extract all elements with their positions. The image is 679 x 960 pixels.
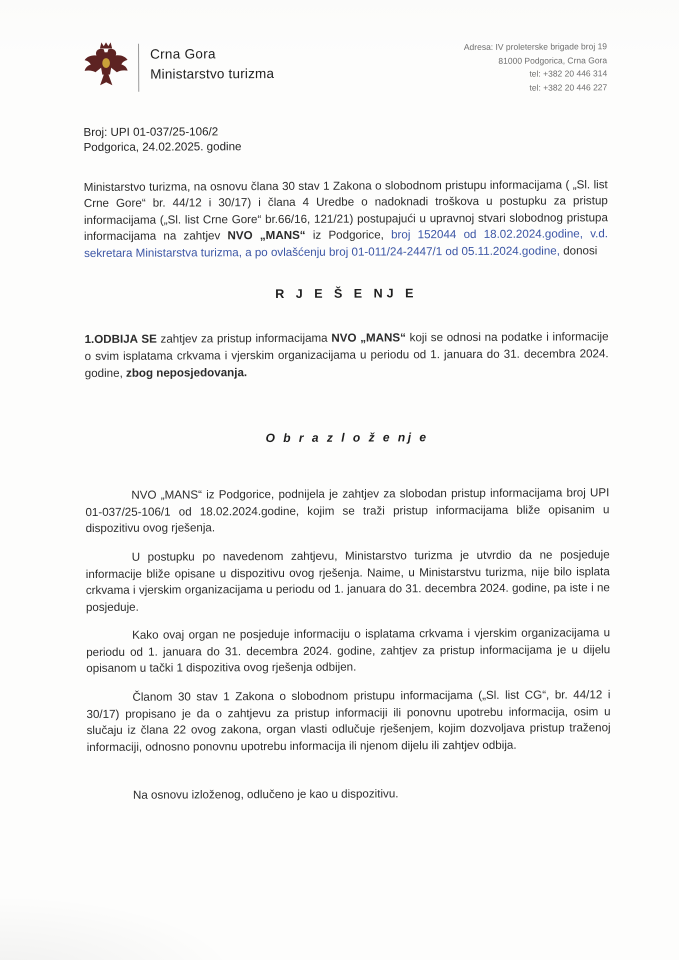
document-number: Broj: UPI 01-037/25-106/2 xyxy=(83,125,219,139)
reasoning-paragraph-2: U postupku po navedenom zahtjevu, Ministarstvo turizma je utvrdio da ne posjeduje informacije bliže opisane u dispozitivu ovog rješenja. Naime, u Ministarstvu turizma, nije bilo isplata crkvama i vjerskim organizacijama u periodu od 1. januara do 31. decembra 2024. godine, pa iste i ne posjeduje. xyxy=(85,548,610,614)
letterhead-divider xyxy=(138,44,139,92)
reasoning-title: O b r a z l o ž e nj e xyxy=(265,430,429,446)
address-block xyxy=(464,39,607,95)
ministry-name: Ministarstvo turizma xyxy=(150,65,275,82)
org-block xyxy=(150,41,274,84)
coat-of-arms-icon xyxy=(83,40,129,99)
reasoning-paragraph-3: Kako ovaj organ ne posjeduje informaciju o isplatama crkvama i vjerskim organizacijama u periodu od 1. januara do 31. decembra 2024. godine, zahtjev za pristup informacijama je u dijelu opisanom u tački 1 dispozitiva ovog rješenja odbijen. xyxy=(86,626,611,676)
document-content xyxy=(83,39,611,817)
letterhead xyxy=(83,39,607,99)
phone-line-2: tel: +382 20 446 227 xyxy=(529,82,608,93)
document-place-date: Podgorica, 24.02.2025. godine xyxy=(83,140,242,155)
document-meta xyxy=(83,122,607,155)
address-line-street: Adresa: IV proleterske brigade broj 19 xyxy=(463,41,608,53)
address-line-city: 81000 Podgorica, Crna Gora xyxy=(498,54,608,66)
phone-line-1: tel: +382 20 446 314 xyxy=(529,68,608,79)
closing-paragraph: Na osnovu izloženog, odlučeno je kao u dispozitivu. xyxy=(132,787,399,803)
intro-paragraph: Ministarstvo turizma, na osnovu člana 30 stav 1 Zakona o slobodnom pristupu informacijama ( „Sl. list Crne Gore“ br. 44/12 i 30/17) i člana 4 Uredbe o nadoknadi troškova u postupku za pristup informacijama („Sl. list Crne Gore“ br.66/16, 121/21) postupajući u upravnoj stvari slobodnog pristupa informacijama na zahtjev NVO „MANS“ iz Podgorice, broj 152044 od 18.02.2024.godine, v.d. sekretara Ministarstva turizma, a po ovlašćenju broj 01-011/24-2447/1 od 05.11.2024.godine, donosi xyxy=(83,177,609,260)
decision-title: R J E Š E NJ E xyxy=(275,286,418,302)
dispositive-paragraph: 1.ODBIJA SE zahtjev za pristup informacijama NVO „MANS“ koji se odnosi na podatke i informacije o svim isplatama crkvama i vjerskim organizacijama u periodu od 1. januara do 31. decembra 2024. godine, zbog neposjedovanja. xyxy=(84,330,609,380)
country-name: Crna Gora xyxy=(150,46,216,62)
reasoning-paragraph-4: Članom 30 stav 1 Zakona o slobodnom pristupu informacijama („Sl. list CG“, br. 44/12 i 30/17) propisano je da o zahtjevu za pristup informaciji ili ponovnu upotrebu informacija, osim u slučaju iz člana 22 ovog zakona, organ vlasti odlučuje rješenjem, kojim dozvoljava pristup traženoj informaciji, odnosno ponovnu upotrebu informacija ili njenom dijelu ili zahtjev odbija. xyxy=(86,688,611,754)
reasoning-paragraph-1: NVO „MANS“ iz Podgorice, podnijela je zahtjev za slobodan pristup informacijama broj UPI 01-037/25-106/1 od 18.02.2024.godine, kojim se traži pristup informacijama bliže opisanim u dispozitivu ovog rješenja. xyxy=(85,486,610,536)
